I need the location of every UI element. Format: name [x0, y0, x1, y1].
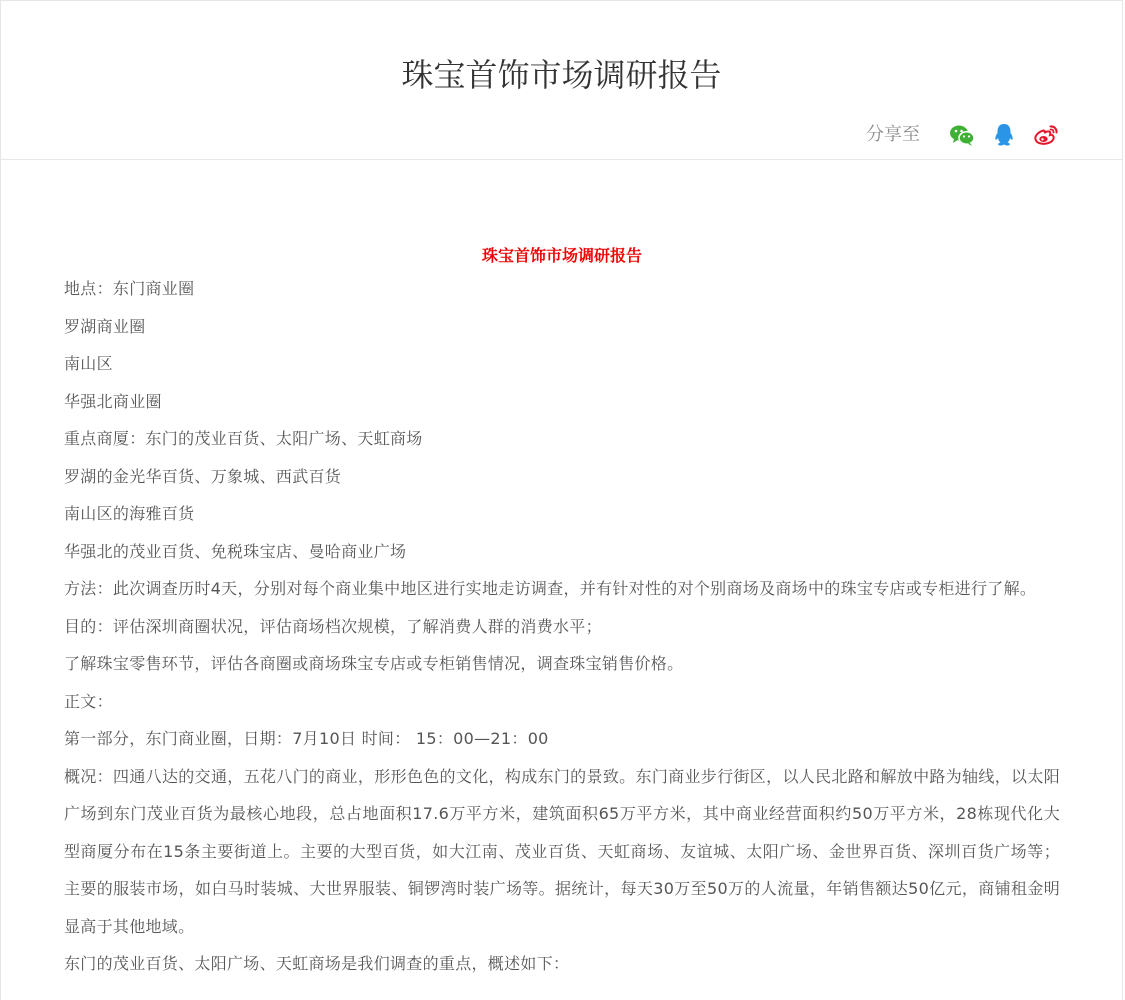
paragraph-overview: 概况：四通八达的交通，五花八门的商业，形形色色的文化，构成东门的景致。东门商业步行街区，以人民北路和解放中路为轴线，以太阳广场到东门茂业百货为最核心地段，总占地面积17.6万平方米，建筑面积65万平方米，其中商业经营面积约50万平方米，28栋现代化大型商厦分布在15条主要街道上。主要的大型百货，如大江南、茂业百货、天虹商场、友谊城、太阳广场、金世界百货、深圳百货广场等；主要的服装市场，如白马时装城、大世界服装、铜锣湾时装广场等。据统计，每天30万至50万的人流量，年销售额达50亿元，商铺租金明显高于其他地域。	[64, 766, 1060, 936]
qq-icon[interactable]	[990, 121, 1018, 149]
paragraph-body-label: 正文：	[64, 691, 113, 711]
paragraph-nanshan: 南山区	[64, 354, 113, 373]
page-title: 珠宝首饰市场调研报告	[401, 56, 722, 94]
share-bar	[866, 121, 1060, 149]
paragraph-part-one: 第一部分，东门商业圈，日期：7月10日 时间： 15：00—21：00	[64, 729, 549, 748]
article-body	[1, 160, 1122, 983]
paragraph-huaqiangbei-malls: 华强北的茂业百货、免税珠宝店、曼哈商业广场	[64, 541, 407, 561]
paragraph-purpose: 目的：评估深圳商圈状况，评估商场档次规模，了解消费人群的消费水平；	[64, 616, 602, 636]
paragraph-luohu: 罗湖商业圈	[64, 316, 146, 336]
paragraph-method: 方法：此次调查历时4天，分别对每个商业集中地区进行实地走访调查，并有针对性的对个别商场及商场中的珠宝专店或专柜进行了解。	[64, 579, 1037, 598]
paragraph-huaqiangbei: 华强北商业圈	[64, 391, 162, 411]
share-label: 分享至	[866, 124, 920, 145]
article-heading: 珠宝首饰市场调研报告	[481, 246, 642, 265]
weibo-icon[interactable]	[1032, 121, 1060, 149]
paragraph-purpose-detail: 了解珠宝零售环节，评估各商圈或商场珠宝专店或专柜销售情况，调查珠宝销售价格。	[64, 654, 684, 673]
paragraph-luohu-malls: 罗湖的金光华百货、万象城、西武百货	[64, 466, 342, 486]
wechat-icon[interactable]	[948, 121, 976, 149]
paragraph-key-malls: 重点商厦：东门的茂业百货、太阳广场、天虹商场	[64, 429, 423, 448]
paragraph-summary: 东门的茂业百货、太阳广场、天虹商场是我们调查的重点，概述如下：	[64, 954, 570, 973]
paragraph-location: 地点：东门商业圈	[64, 279, 195, 298]
page-header	[1, 1, 1122, 160]
paragraph-nanshan-malls: 南山区的海雅百货	[64, 504, 195, 523]
